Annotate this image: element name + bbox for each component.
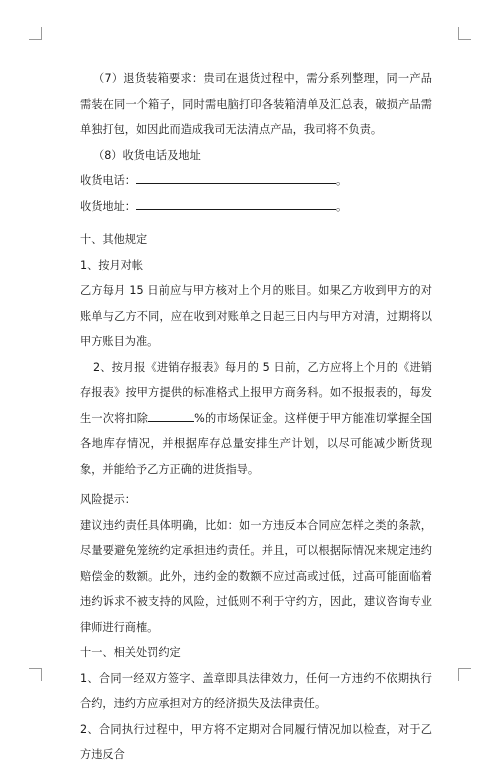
deduction-percent-blank (148, 408, 194, 422)
inventory-report-text-1: 2、按月报《进销存报表》每月的 5 日前，乙方应将上个月的《进销存报表》按甲方提供的标准格式上报甲方商务科。如不报报表的，每发生一次将扣除 (80, 360, 432, 425)
section-10-1-heading: 1、按月对帐 (80, 258, 144, 272)
delivery-phone-label: 收货电话： (80, 174, 136, 187)
document-body (80, 66, 432, 768)
phone-line-period: 。 (335, 174, 348, 187)
risk-warning-heading: 风险提示： (80, 493, 136, 506)
delivery-phone-blank (136, 170, 336, 184)
delivery-address-label: 收货地址： (80, 199, 136, 213)
section-11-clause-1: 1、合同一经双方签字、盖章即具法律效力，任何一方违约不依期执行合约，违约方应承担对方的经济损失及法律责任。 (80, 671, 432, 710)
delivery-address-blank (136, 196, 336, 210)
delivery-phone-line (80, 168, 432, 194)
inventory-report-clause (80, 355, 432, 483)
section-10-heading: 十、其他规定 (80, 233, 148, 246)
section-11-heading: 十一、相关处罚约定 (80, 646, 181, 659)
return-packing-clause: （7）退货装箱要求：贵司在退货过程中，需分系列整理，同一产品需装在同一个箱子，同时需电脑打印各装箱清单及汇总表，破损产品需单独打包，如因此而造成我司无法清点产品，我司将不负责。 (80, 72, 432, 136)
risk-warning-body: 建议违约责任具体明确，比如：如一方违反本合同应怎样之类的条款，尽量要避免笼统约定承担违约责任。并且，可以根据际情况来规定违约赔偿金的数额。此外，违约金的数额不应过高或过低，过高可能面临着违约诉求不被支持的风险，过低则不利于守约方，因此，建议咨询专业律师进行商榷。 (80, 518, 432, 634)
delivery-contact-heading: （8）收货电话及地址 (93, 148, 201, 162)
monthly-reconciliation-clause: 乙方每月 15 日前应与甲方核对上个月的账目。如果乙方收到甲方的对账单与乙方不同，应在收到对账单之日起三日内与甲方对清，过期将以甲方账目为准。 (80, 284, 432, 348)
crop-mark-top-left (29, 27, 42, 40)
inventory-report-text-2: %的市场保证金。这样便于甲方能准切掌握全国各地库存情况，并根据库存总量安排生产计划，以尽可能减少断货现象，并能给予乙方正确的进货指导。 (80, 411, 432, 476)
address-line-period: 。 (335, 199, 348, 213)
crop-mark-top-right (458, 27, 471, 40)
section-11-clause-2: 2、合同执行过程中，甲方将不定期对合同履行情况加以检查，对于乙方违反合 (80, 722, 432, 761)
crop-mark-bottom-left (29, 668, 42, 681)
delivery-address-line (80, 194, 432, 220)
crop-mark-bottom-right (458, 668, 471, 681)
